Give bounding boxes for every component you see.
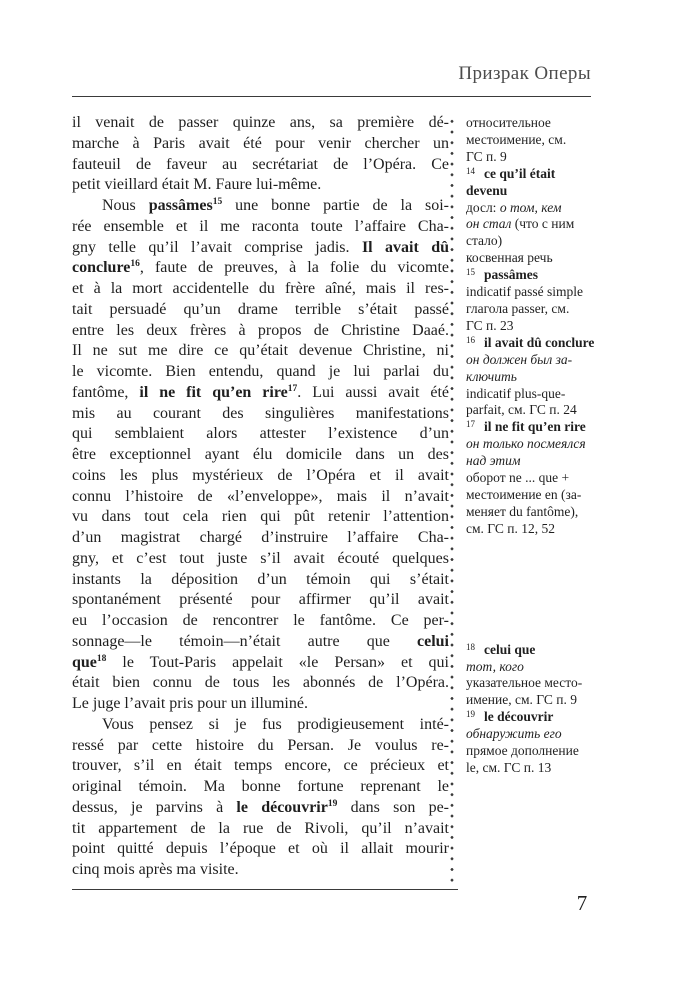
text-line: [72, 424, 449, 445]
page-number: 7: [576, 891, 588, 915]
footnote-number: 16: [130, 259, 140, 270]
text-segment: sonnage—le témoin—n’était autre que: [72, 632, 417, 650]
text-segment: он должен был за-: [466, 351, 573, 367]
text-segment: косвенная речь: [466, 250, 553, 266]
text-line: [72, 528, 449, 549]
text-line: [72, 777, 449, 798]
text-segment: indicatif plus-que-: [466, 385, 566, 401]
text-segment: обнаружить его: [466, 726, 562, 742]
footnote-number: 15: [212, 197, 223, 207]
text-line: [72, 113, 449, 134]
footnote-number: 16: [466, 334, 475, 345]
text-line: [72, 341, 449, 362]
text-line: [72, 321, 449, 342]
text-segment: местоимение en (за-: [466, 486, 582, 502]
footnote-number: 18: [466, 641, 475, 652]
text-segment: над этим: [466, 453, 521, 469]
text-line: [72, 383, 449, 404]
text-segment: ressé par cette histoire du Persan. Je voulus re-: [72, 736, 449, 754]
text-segment: eu l’occasion de rencontrer le fantôme. Ce per-: [72, 612, 449, 629]
text-segment: passâmes: [484, 267, 539, 283]
text-line: [72, 653, 449, 674]
text-line: [72, 155, 449, 176]
margin-note-line: [466, 675, 630, 692]
text-segment: о том, кем: [499, 199, 562, 215]
margin-note-line: [466, 318, 630, 335]
text-segment: gny telle qu’il l’avait comprise jadis.: [72, 238, 362, 256]
text-segment: il ne fit qu’en rire: [484, 419, 586, 435]
margin-note-line: [466, 369, 630, 386]
text-segment: ce qu’il était: [484, 165, 556, 181]
text-line: [72, 860, 449, 881]
text-line: [72, 570, 449, 591]
margin-note-line: [466, 352, 630, 369]
margin-note-block: [466, 115, 630, 538]
text-line: [72, 819, 449, 840]
margin-note-line: [466, 504, 630, 521]
margin-note-line: [466, 183, 630, 200]
main-text-column: [72, 113, 449, 881]
margin-note-line: [466, 692, 630, 709]
text-segment: ГС п. 9: [466, 148, 507, 164]
text-segment: trouver, s’il en était temps encore, ce précieux et: [72, 757, 449, 775]
dotted-separator: [450, 116, 454, 886]
margin-note-line: [466, 301, 630, 318]
text-line: [72, 694, 449, 715]
text-line: [72, 507, 449, 528]
footnote-number: 18: [96, 653, 107, 664]
text-segment: conclure: [72, 259, 131, 277]
margin-note-line: [466, 743, 630, 760]
text-segment: était bien connu de tous les abonnés de l’Opéra.: [72, 674, 449, 692]
text-segment: le, см. ГС п. 13: [466, 760, 552, 775]
text-segment: см. ГС п. 12, 52: [466, 520, 556, 536]
margin-note-line: [466, 115, 630, 132]
text-segment: être exceptionnel ayant élu domicile dans un des: [72, 446, 449, 463]
footnote-number: 17: [287, 383, 298, 394]
margin-note-line: [466, 250, 630, 267]
text-segment: point quitté depuis l’époque et où il allait mourir: [72, 840, 449, 858]
margin-note-line: [466, 760, 630, 777]
text-segment: instants la déposition d’un témoin qui s’était: [72, 570, 449, 588]
text-segment: qui semblaient alors attester l’existence d’un: [72, 425, 449, 443]
text-segment: тот, кого: [466, 658, 524, 674]
text-segment: указательное место-: [466, 675, 583, 691]
margin-note-line: [466, 726, 630, 743]
text-line: [72, 611, 449, 632]
text-segment: coins les plus mystérieux de l’Opéra et il avait: [72, 466, 449, 484]
margin-note-line: [466, 149, 630, 166]
text-line: [72, 258, 449, 279]
text-segment: , faute de preuves, à la folie du vicomte: [139, 259, 449, 277]
text-segment: devenu: [466, 182, 508, 198]
text-line: [72, 632, 449, 653]
text-line: [72, 590, 449, 611]
text-segment: spontanément présenté pour affirmer qu’il avait: [72, 591, 449, 609]
text-segment: vu dans tout cela rien qui pût retenir l’attention: [72, 508, 449, 526]
text-line: [72, 404, 449, 425]
text-segment: marche à Paris avait été pour venir chercher un: [72, 134, 449, 152]
margin-note-line: [466, 470, 630, 487]
margin-note-line: [466, 386, 630, 403]
text-segment: tait persuadé qu’un drame terrible s’était passé: [72, 300, 449, 318]
margin-note-line: [466, 642, 630, 659]
footnote-number: 19: [327, 798, 338, 809]
text-segment: ГС п. 23: [466, 317, 514, 333]
text-segment: petit vieillard était M. Faure lui-même.: [72, 176, 322, 194]
text-line: [72, 445, 449, 466]
margin-note-line: [466, 216, 630, 233]
text-segment: gny, et c’est tout juste s’il avait écouté quelques: [72, 549, 449, 567]
text-segment: Vous pensez si je fus prodigieusement inté-: [102, 715, 449, 733]
text-segment: оборот ne ... que +: [466, 470, 570, 486]
text-line: [72, 715, 449, 736]
text-segment: il avait dû conclure: [484, 334, 595, 350]
footnote-number: 17: [466, 419, 475, 430]
text-segment: rée ensemble et il me raconta toute l’affaire Cha-: [72, 217, 449, 235]
margin-note-line: [466, 436, 630, 453]
text-segment: le vicomte. Bien entendu, quand je lui parlai du: [72, 363, 449, 380]
margin-note-line: [466, 233, 630, 250]
text-segment: (что с ним: [511, 216, 575, 232]
margin-note-line: [466, 453, 630, 470]
text-line: [72, 175, 449, 196]
text-segment: меняет du fantôme),: [466, 503, 579, 519]
text-segment: он только посмеялся: [466, 436, 586, 452]
text-segment: le découvrir: [484, 709, 554, 725]
text-segment: fantôme,: [72, 383, 140, 401]
text-line: [72, 839, 449, 860]
margin-note-line: [466, 402, 630, 419]
text-line: [72, 238, 449, 259]
margin-note-line: [466, 659, 630, 676]
text-line: [72, 362, 449, 383]
text-segment: dessus, je parvins à: [72, 798, 237, 816]
text-segment: ключить: [466, 368, 517, 384]
margin-note-line: [466, 487, 630, 504]
text-segment: que: [72, 653, 97, 671]
footnote-number: 19: [466, 709, 475, 720]
text-segment: он стал: [466, 216, 512, 232]
text-line: [72, 279, 449, 300]
text-segment: le Tout-Paris appelait «le Persan» et qui: [106, 653, 449, 671]
text-segment: Il ne sut me dire ce qu’était devenue Christine, ni: [72, 342, 449, 360]
margin-note-line: [466, 166, 630, 183]
text-segment: Le juge l’avait pris pour un illuminé.: [72, 695, 308, 712]
text-segment: Nous: [102, 197, 149, 214]
text-segment: d’un magistrat chargé d’instruire l’affaire Cha-: [72, 529, 449, 546]
text-segment: Il avait dû: [361, 238, 449, 256]
text-segment: celui que: [484, 641, 536, 657]
page-header-title: Призрак Оперы: [458, 63, 591, 84]
text-segment: connu l’histoire de «l’enveloppe», mais il n’avait: [72, 487, 449, 505]
text-line: [72, 300, 449, 321]
margin-note-line: [466, 709, 630, 726]
text-segment: passâmes: [148, 197, 213, 214]
text-line: [72, 798, 449, 819]
margin-note-block: [466, 642, 630, 777]
margin-note-line: [466, 284, 630, 301]
margin-note-line: [466, 419, 630, 436]
footer-rule: [72, 889, 458, 890]
margin-note-line: [466, 200, 630, 217]
text-segment: entre les deux frères à propos de Christine Daaé.: [72, 321, 449, 339]
text-segment: cinq mois après ma visite.: [72, 861, 239, 878]
text-segment: il venait de passer quinze ans, sa première dé-: [72, 114, 449, 131]
text-segment: parfait, см. ГС п. 24: [466, 402, 577, 418]
text-segment: original témoin. Ma bonne fortune reprenant le: [72, 778, 449, 795]
text-line: [72, 466, 449, 487]
margin-note-line: [466, 335, 630, 352]
text-segment: mis au courant des singulières manifestations: [72, 404, 449, 422]
text-line: [72, 673, 449, 694]
text-segment: досл:: [466, 199, 500, 215]
text-line: [72, 487, 449, 508]
text-segment: il ne fit qu’en rire: [139, 383, 288, 401]
text-segment: имение, см. ГС п. 9: [466, 692, 577, 708]
margin-note-line: [466, 132, 630, 149]
footnote-number: 14: [466, 165, 475, 176]
text-line: [72, 196, 449, 217]
text-line: [72, 736, 449, 757]
text-segment: et à la mort accidentelle du frère aîné, mais il res-: [72, 280, 449, 297]
text-segment: местоимение, см.: [466, 131, 567, 147]
text-segment: прямое дополнение: [466, 743, 579, 759]
text-segment: le découvrir: [236, 798, 328, 816]
text-segment: относительное: [466, 115, 551, 130]
margin-note-line: [466, 521, 630, 538]
header-rule: [72, 96, 591, 97]
footnote-number: 15: [466, 267, 475, 278]
text-segment: dans son pe-: [337, 798, 449, 816]
text-segment: глагола passer, см.: [466, 300, 570, 316]
text-segment: fauteuil de faveur au secrétariat de l’Opéra. Ce: [72, 155, 449, 173]
text-line: [72, 134, 449, 155]
text-segment: celui: [417, 632, 449, 650]
margin-notes-column: [466, 115, 630, 777]
text-line: [72, 756, 449, 777]
text-segment: une bonne partie de la soi-: [222, 197, 449, 214]
text-segment: . Lui aussi avait été: [297, 383, 450, 401]
margin-note-line: [466, 267, 630, 284]
text-segment: indicatif passé simple: [466, 284, 583, 300]
text-line: [72, 549, 449, 570]
text-segment: tit appartement de la rue de Rivoli, qu’il n’avait: [72, 819, 449, 837]
text-segment: стало): [466, 233, 503, 249]
text-line: [72, 217, 449, 238]
